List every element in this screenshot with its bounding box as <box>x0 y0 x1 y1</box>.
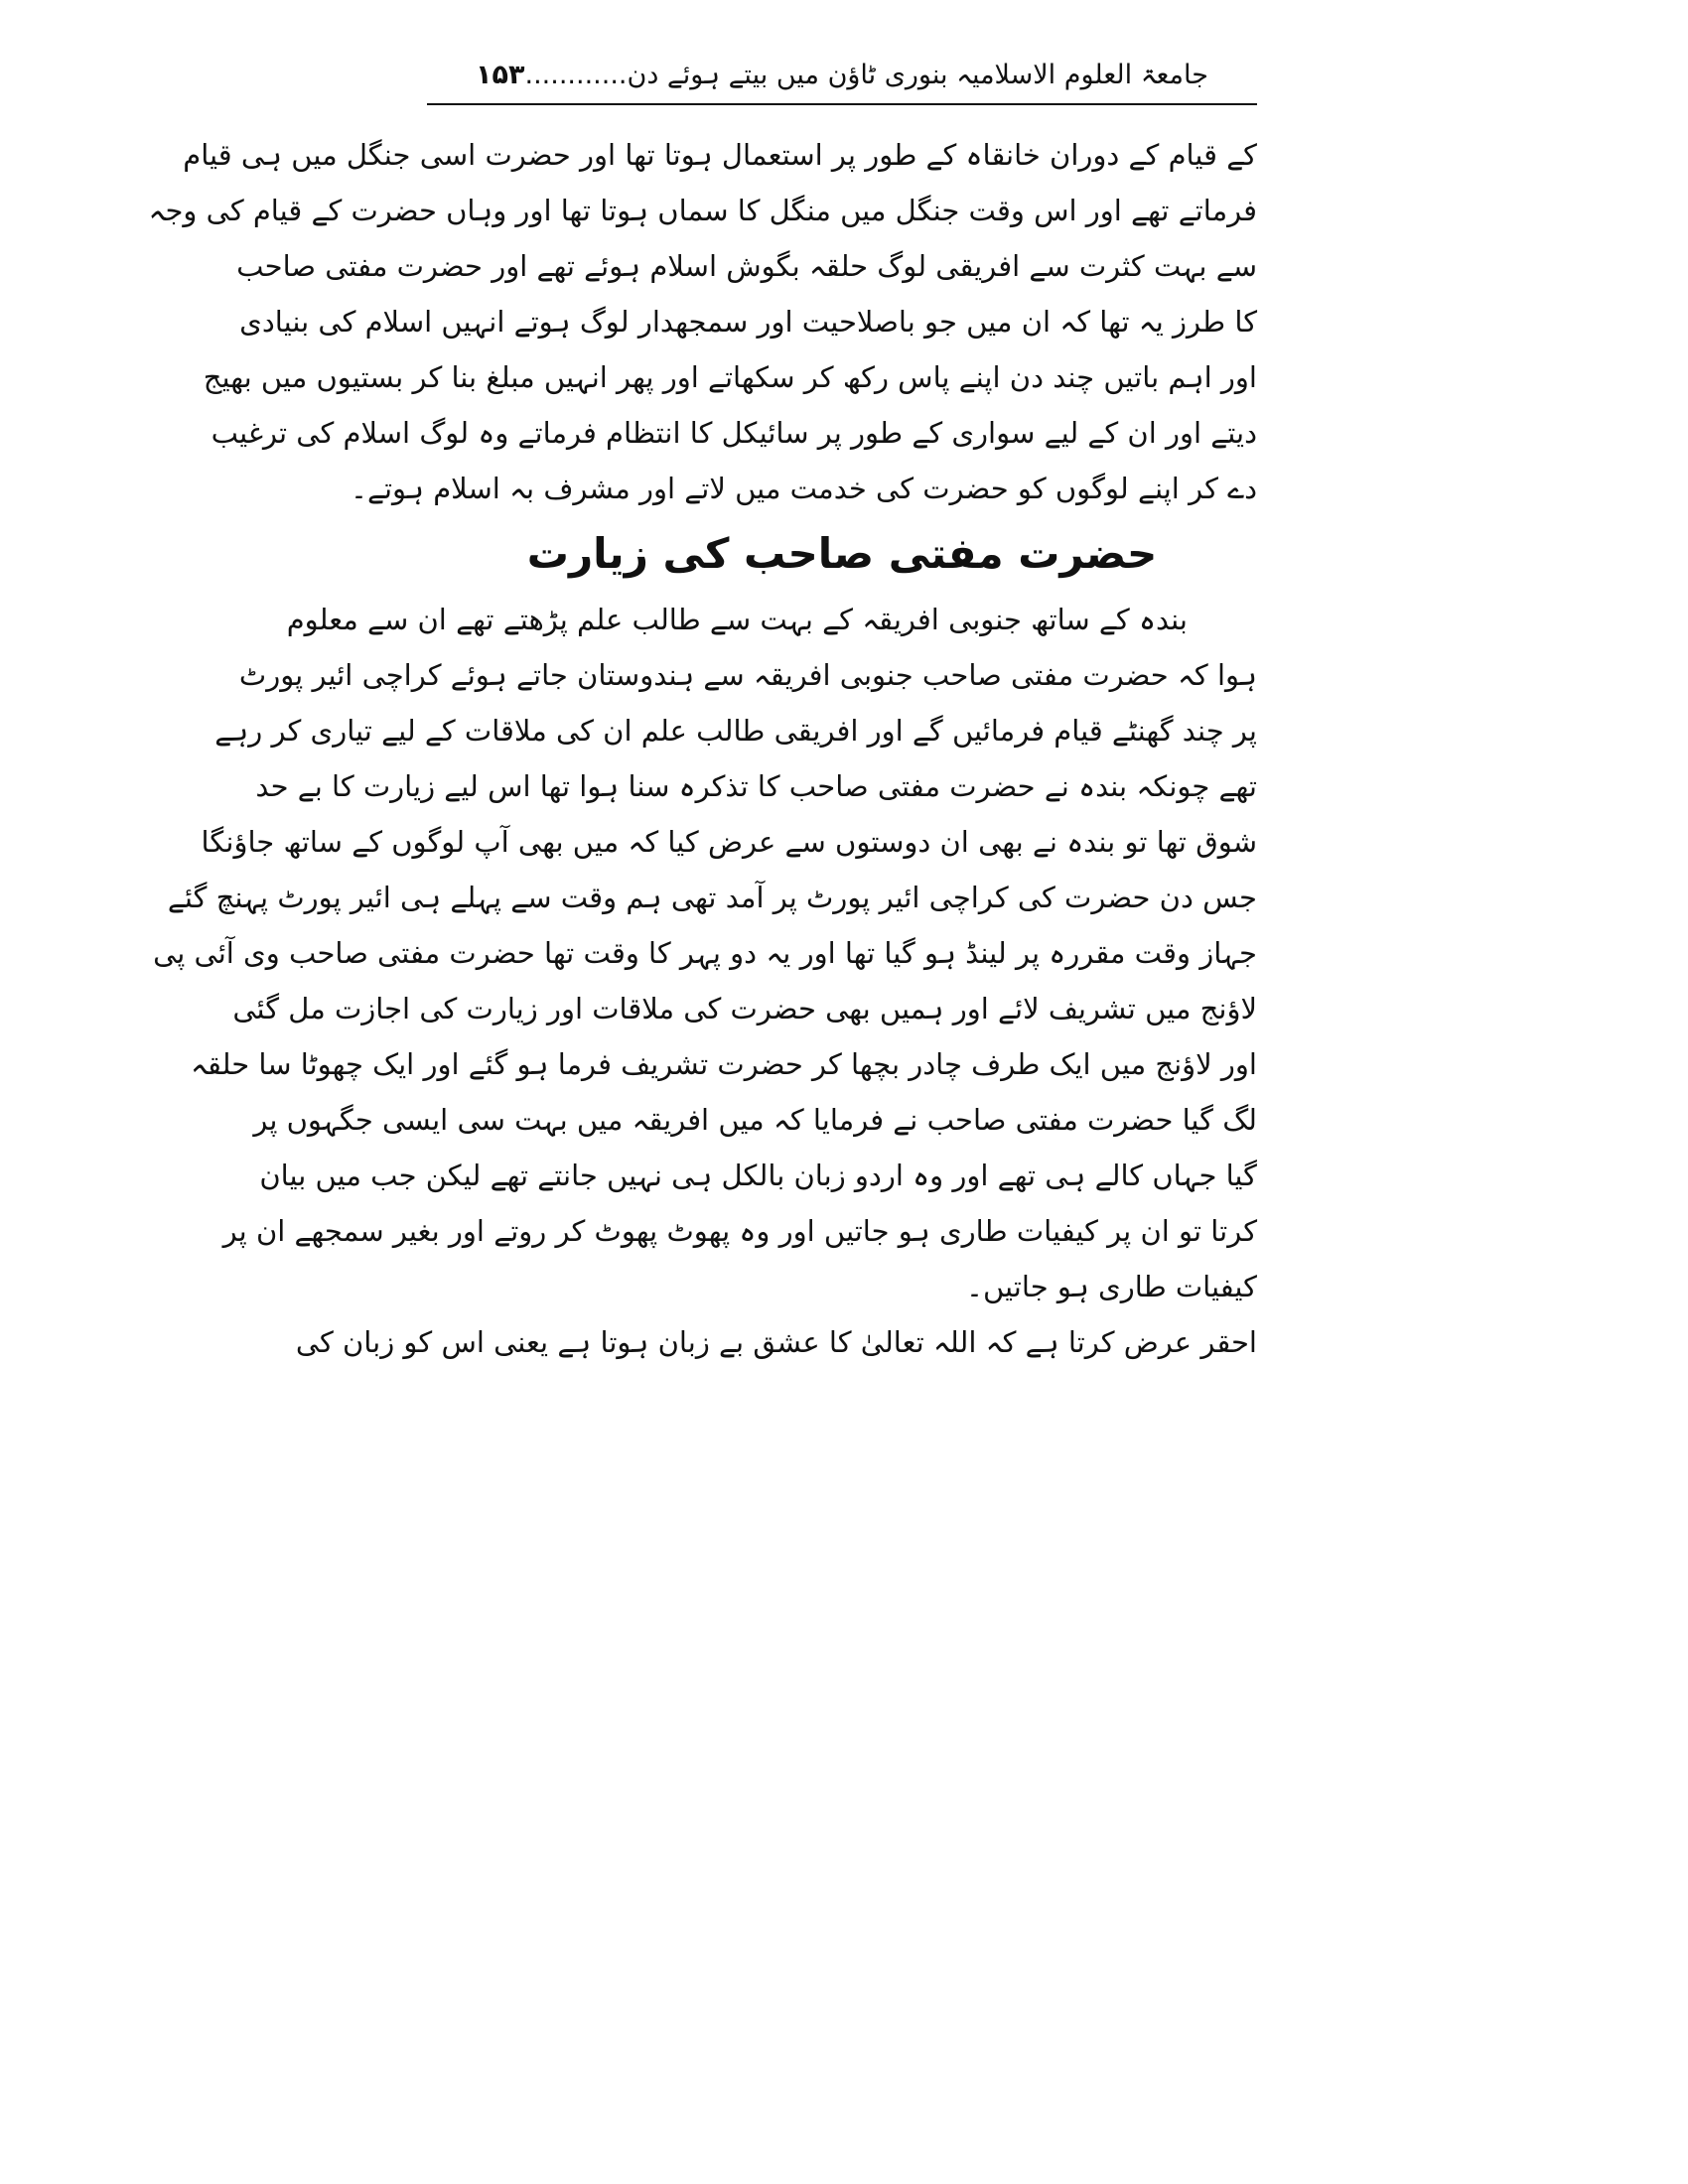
body-text <box>148 127 1257 1370</box>
text-line: کے قیام کے دوران خانقاہ کے طور پر استعمال ہوتا تھا اور حضرت اسی جنگل میں ہی قیام <box>183 138 1257 172</box>
text-line: اور اہم باتیں چند دن اپنے پاس رکھ کر سکھاتے اور پھر انہیں مبلغ بنا کر بستیوں میں بھیج <box>203 360 1257 394</box>
text-line: سے بہت کثرت سے افریقی لوگ حلقہ بگوش اسلام ہوئے تھے اور حضرت مفتی صاحب <box>236 249 1257 283</box>
text-line: جہاز وقت مقررہ پر لینڈ ہو گیا تھا اور یہ دو پہر کا وقت تھا حضرت مفتی صاحب وی آئی پی <box>153 936 1257 970</box>
text-line: کا طرز یہ تھا کہ ان میں جو باصلاحیت اور سمجھدار لوگ ہوتے انہیں اسلام کی بنیادی <box>239 305 1257 339</box>
section-heading: حضرت مفتی صاحب کی زیارت <box>526 529 1158 578</box>
text-line: دیتے اور ان کے لیے سواری کے طور پر سائیکل کا انتظام فرماتے وہ لوگ اسلام کی ترغیب <box>211 416 1257 450</box>
text-line: لگ گیا حضرت مفتی صاحب نے فرمایا کہ میں افریقہ میں بہت سی ایسی جگہوں پر <box>253 1103 1257 1137</box>
paragraph-2 <box>153 592 1257 1314</box>
text-line: اور لاؤنج میں ایک طرف چادر بچھا کر حضرت تشریف فرما ہو گئے اور ایک چھوٹا سا حلقہ <box>190 1047 1257 1081</box>
book-page <box>148 56 1257 1370</box>
text-line: کرتا تو ان پر کیفیات طاری ہو جاتیں اور وہ پھوٹ پھوٹ کر روتے اور بغیر سمجھے ان پر <box>222 1214 1257 1248</box>
text-line: پر چند گھنٹے قیام فرمائیں گے اور افریقی طالب علم ان کی ملاقات کے لیے تیاری کر رہے <box>214 714 1257 748</box>
text-line: گیا جہاں کالے ہی تھے اور وہ اردو زبان بالکل ہی نہیں جانتے تھے لیکن جب میں بیان <box>259 1159 1257 1192</box>
page-number: ۱۵۳ <box>476 60 525 90</box>
text-line: لاؤنج میں تشریف لائے اور ہمیں بھی حضرت کی ملاقات اور زیارت کی اجازت مل گئی <box>232 992 1257 1025</box>
text-line: ہوا کہ حضرت مفتی صاحب جنوبی افریقہ سے ہندوستان جاتے ہوئے کراچی ائیر پورٹ <box>238 658 1257 692</box>
text-line: شوق تھا تو بندہ نے بھی ان دوستوں سے عرض کیا کہ میں بھی آپ لوگوں کے ساتھ جاؤنگا <box>201 825 1257 859</box>
paragraph-3 <box>295 1314 1257 1370</box>
running-header <box>427 56 1257 105</box>
text-line: دے کر اپنے لوگوں کو حضرت کی خدمت میں لاتے اور مشرف بہ اسلام ہوتے۔ <box>350 472 1257 505</box>
text-line: جس دن حضرت کی کراچی ائیر پورٹ پر آمد تھی ہم وقت سے پہلے ہی ائیر پورٹ پہنچ گئے <box>167 881 1257 914</box>
text-line: بندہ کے ساتھ جنوبی افریقہ کے بہت سے طالب علم پڑھتے تھے ان سے معلوم <box>286 603 1188 636</box>
running-title: جامعۃ العلوم الاسلامیہ بنوری ٹاؤن میں بیتے ہوئے دن............ <box>524 60 1208 90</box>
paragraph-1 <box>148 127 1257 516</box>
text-line: احقر عرض کرتا ہے کہ اللہ تعالیٰ کا عشق بے زبان ہوتا ہے یعنی اس کو زبان کی <box>295 1325 1257 1359</box>
text-line: فرماتے تھے اور اس وقت جنگل میں منگل کا سماں ہوتا تھا اور وہاں حضرت کے قیام کی وجہ <box>148 194 1257 227</box>
text-line: تھے چونکہ بندہ نے حضرت مفتی صاحب کا تذکرہ سنا ہوا تھا اس لیے زیارت کا بے حد <box>255 769 1257 803</box>
text-line: کیفیات طاری ہو جاتیں۔ <box>965 1270 1257 1303</box>
